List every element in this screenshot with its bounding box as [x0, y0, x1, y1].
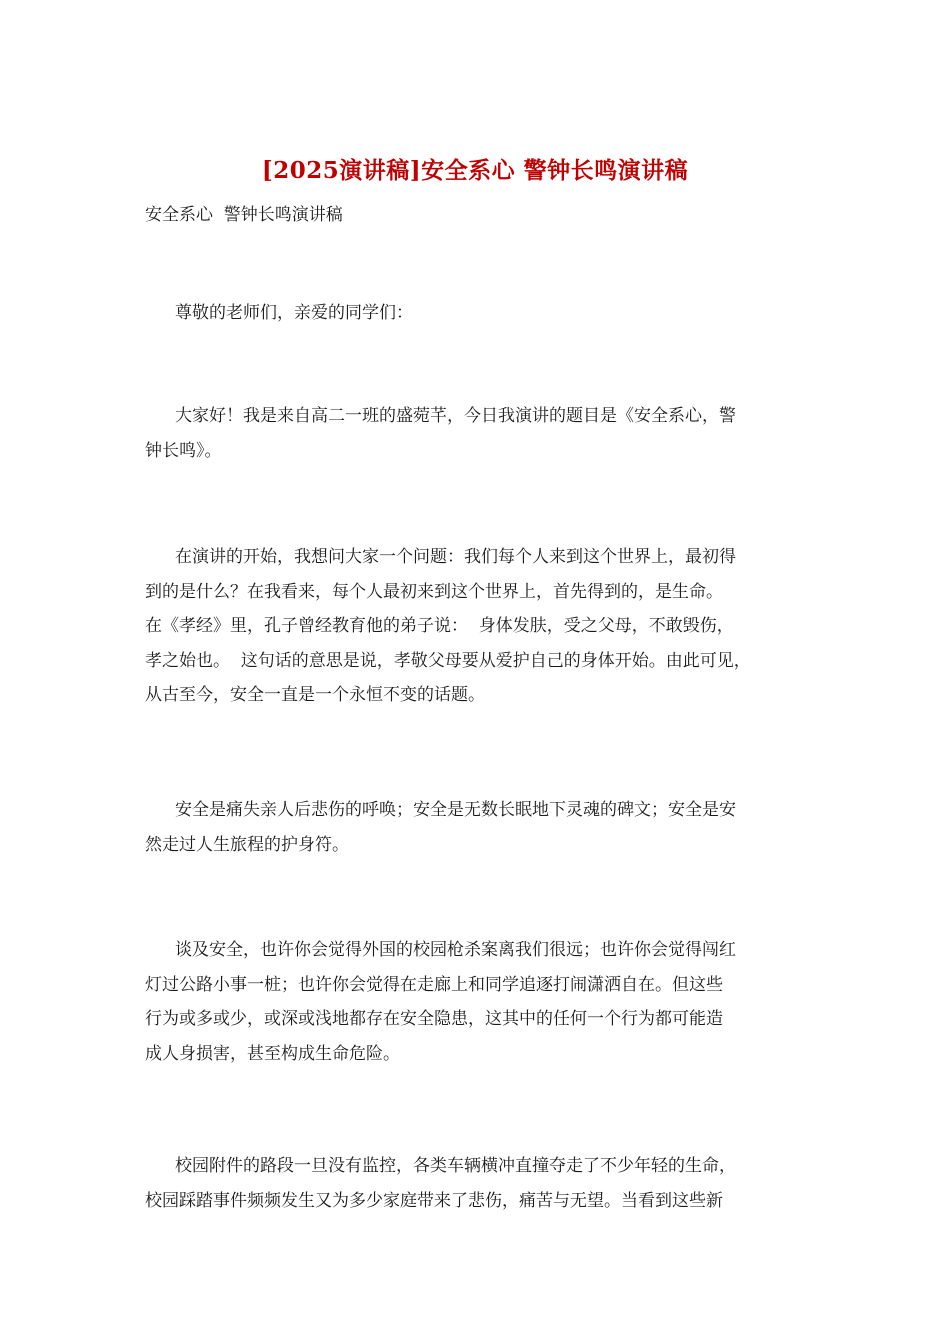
- document-subtitle: 安全系心 警钟长鸣演讲稿: [145, 205, 343, 225]
- paragraph-safety-is: [145, 793, 815, 862]
- paragraph-line: 在演讲的开始，我想问大家一个问题：我们每个人来到这个世界上，最初得: [175, 547, 736, 567]
- paragraph-line: 行为或多或少，或深或浅地都存在安全隐患，这其中的任何一个行为都可能造: [145, 1009, 723, 1029]
- paragraph-intro: [145, 399, 815, 468]
- paragraph-line: 校园附件的路段一旦没有监控，各类车辆横冲直撞夺走了不少年轻的生命，: [175, 1156, 736, 1176]
- paragraph-question: [145, 540, 815, 713]
- paragraph-line: 安全是痛失亲人后悲伤的呼唤；安全是无数长眠地下灵魂的碑文；安全是安: [175, 800, 736, 820]
- paragraph-line: 校园踩踏事件频频发生又为多少家庭带来了悲伤，痛苦与无望。当看到这些新: [145, 1190, 723, 1211]
- paragraph-line: 钟长鸣》。: [145, 440, 222, 461]
- paragraph-campus: [145, 1149, 815, 1218]
- paragraph-greeting: [145, 296, 815, 331]
- paragraph-line: 到的是什么？在我看来，每个人最初来到这个世界上，首先得到的，是生命。: [145, 581, 723, 602]
- document-title: [2025演讲稿]安全系心 警钟长鸣演讲稿: [261, 157, 689, 184]
- paragraph-line: 从古至今，安全一直是一个永恒不变的话题。: [145, 685, 485, 705]
- paragraph-line: 在《孝经》里，孔子曾经教育他的弟子说： 身体发肤，受之父母，不敢毁伤，: [145, 616, 734, 636]
- paragraph-line: 大家好！我是来自高二一班的盛菀芊，今日我演讲的题目是《安全系心，警: [175, 406, 736, 426]
- paragraph-line: 孝之始也。 这句话的意思是说，孝敬父母要从爱护自己的身体开始。由此可见，: [145, 650, 751, 671]
- paragraph-line: 成人身损害，甚至构成生命危险。: [145, 1043, 400, 1064]
- paragraph-line: 灯过公路小事一桩；也许你会觉得在走廊上和同学追逐打闹潇洒自在。但这些: [145, 974, 723, 995]
- paragraph-line: 尊敬的老师们，亲爱的同学们：: [175, 303, 413, 323]
- paragraph-line: 谈及安全，也许你会觉得外国的校园枪杀案离我们很远；也许你会觉得闯红: [175, 940, 736, 960]
- paragraph-line: 然走过人生旅程的护身符。: [145, 834, 349, 855]
- paragraph-hazards: [145, 933, 815, 1071]
